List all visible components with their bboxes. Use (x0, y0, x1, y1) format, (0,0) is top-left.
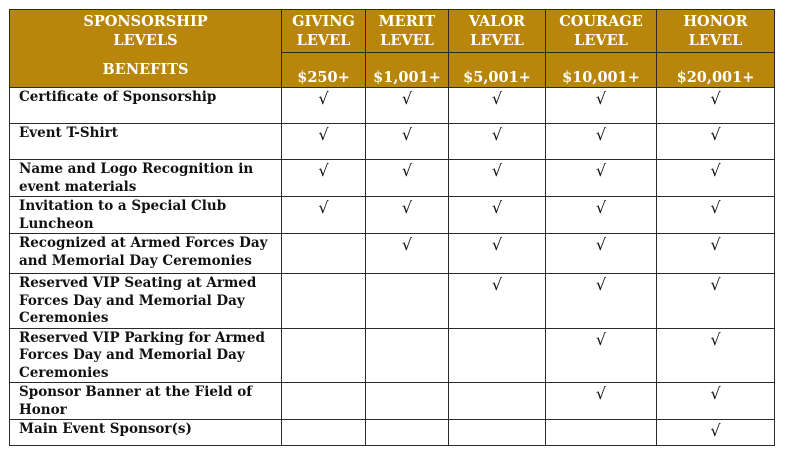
check-mark-icon: √ (546, 160, 657, 197)
benefit-label: Sponsor Banner at the Field of Honor (10, 383, 282, 420)
table-row (10, 420, 775, 446)
check-mark-icon: √ (366, 88, 449, 124)
level-header-merit (366, 10, 449, 53)
check-mark-icon: √ (546, 197, 657, 234)
check-mark-icon: √ (366, 124, 449, 160)
check-mark-icon: √ (366, 160, 449, 197)
empty-cell (282, 383, 366, 420)
level-header-giving (282, 10, 366, 53)
benefits-header: BENEFITS (10, 53, 282, 88)
check-mark-icon: √ (366, 197, 449, 234)
check-mark-icon: √ (282, 88, 366, 124)
level-suffix: LEVEL (380, 32, 434, 49)
level-suffix: LEVEL (470, 32, 524, 49)
empty-cell (282, 274, 366, 329)
benefit-label: Reserved VIP Parking for Armed Forces Day and Memorial Day Ceremonies (10, 328, 282, 383)
level-header-courage (546, 10, 657, 53)
check-mark-icon: √ (657, 274, 775, 329)
check-mark-icon: √ (546, 274, 657, 329)
sponsorship-levels-line2: LEVELS (113, 32, 178, 50)
level-header-honor (657, 10, 775, 53)
table-row (10, 274, 775, 329)
empty-cell (282, 234, 366, 274)
empty-cell (282, 420, 366, 446)
check-mark-icon: √ (449, 88, 546, 124)
check-mark-icon: √ (657, 328, 775, 383)
check-mark-icon: √ (282, 160, 366, 197)
check-mark-icon: √ (546, 88, 657, 124)
check-mark-icon: √ (657, 88, 775, 124)
check-mark-icon: √ (366, 234, 449, 274)
benefit-label: Main Event Sponsor(s) (10, 420, 282, 446)
check-mark-icon: √ (449, 274, 546, 329)
level-name: HONOR (683, 13, 748, 30)
table-row (10, 88, 775, 124)
empty-cell (366, 274, 449, 329)
check-mark-icon: √ (657, 234, 775, 274)
amount-merit: $1,001+ (366, 53, 449, 88)
sponsorship-levels-header (10, 10, 282, 53)
check-mark-icon: √ (546, 328, 657, 383)
empty-cell (449, 328, 546, 383)
level-name: COURAGE (559, 13, 643, 30)
amount-courage: $10,001+ (546, 53, 657, 88)
empty-cell (449, 383, 546, 420)
empty-cell (546, 420, 657, 446)
table-row (10, 328, 775, 383)
empty-cell (366, 383, 449, 420)
sponsorship-levels-line1: SPONSORSHIP (83, 13, 208, 31)
check-mark-icon: √ (657, 124, 775, 160)
table-row (10, 124, 775, 160)
check-mark-icon: √ (282, 124, 366, 160)
benefit-rows (10, 88, 775, 446)
benefit-label: Name and Logo Recognition in event materials (10, 160, 282, 197)
check-mark-icon: √ (449, 197, 546, 234)
check-mark-icon: √ (657, 197, 775, 234)
benefit-label: Event T-Shirt (10, 124, 282, 160)
table-row (10, 234, 775, 274)
benefit-label: Certificate of Sponsorship (10, 88, 282, 124)
level-header-valor (449, 10, 546, 53)
empty-cell (366, 328, 449, 383)
check-mark-icon: √ (449, 160, 546, 197)
empty-cell (449, 420, 546, 446)
empty-cell (282, 328, 366, 383)
table-row (10, 160, 775, 197)
level-suffix: LEVEL (574, 32, 628, 49)
amount-giving: $250+ (282, 53, 366, 88)
benefit-label: Recognized at Armed Forces Day and Memorial Day Ceremonies (10, 234, 282, 274)
level-name: VALOR (468, 13, 526, 30)
table-row (10, 383, 775, 420)
check-mark-icon: √ (546, 383, 657, 420)
benefit-label: Reserved VIP Seating at Armed Forces Day and Memorial Day Ceremonies (10, 274, 282, 329)
amount-valor: $5,001+ (449, 53, 546, 88)
check-mark-icon: √ (546, 234, 657, 274)
check-mark-icon: √ (282, 197, 366, 234)
empty-cell (366, 420, 449, 446)
check-mark-icon: √ (449, 124, 546, 160)
check-mark-icon: √ (657, 383, 775, 420)
benefit-label: Invitation to a Special Club Luncheon (10, 197, 282, 234)
check-mark-icon: √ (657, 420, 775, 446)
level-suffix: LEVEL (688, 32, 743, 49)
level-suffix: LEVEL (296, 32, 351, 49)
level-name: MERIT (378, 13, 436, 30)
table-row (10, 197, 775, 234)
header-row-amounts (10, 53, 775, 88)
check-mark-icon: √ (546, 124, 657, 160)
check-mark-icon: √ (449, 234, 546, 274)
level-name: GIVING (292, 13, 355, 30)
header-row-levels (10, 10, 775, 53)
amount-honor: $20,001+ (657, 53, 775, 88)
check-mark-icon: √ (657, 160, 775, 197)
sponsorship-table (9, 9, 775, 446)
